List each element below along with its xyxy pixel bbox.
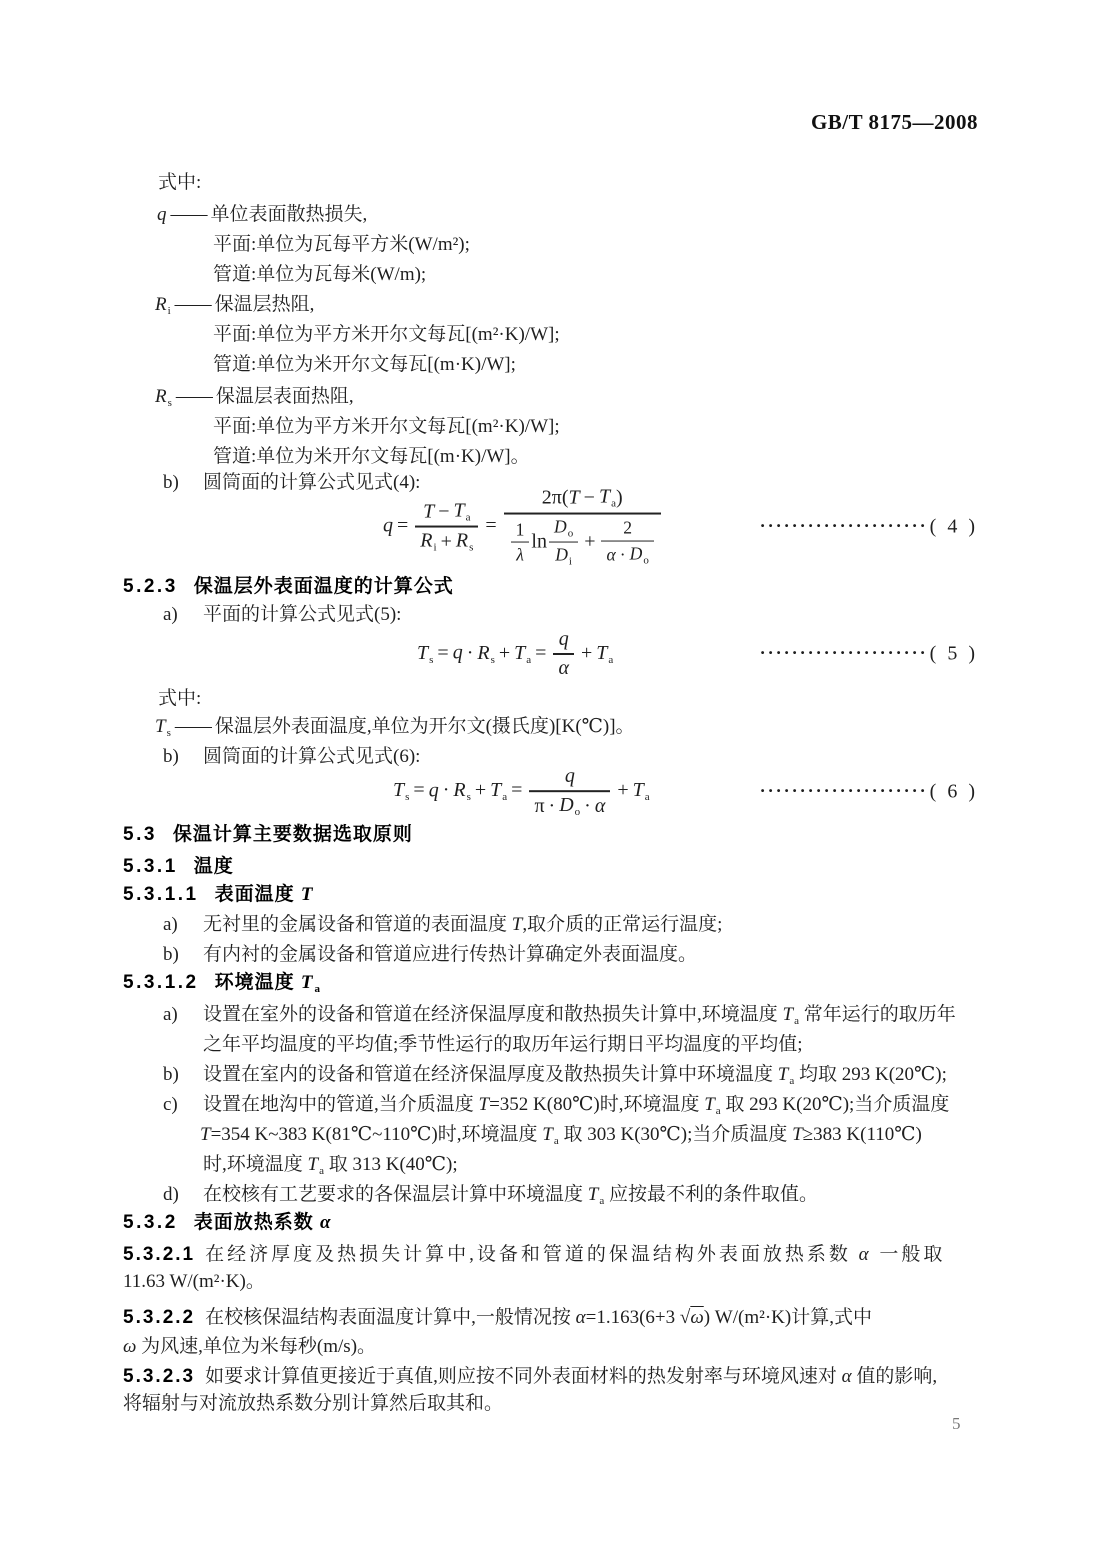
clause-number: 5.3.2	[123, 1212, 178, 1233]
equation-6-body: $T_s = q \cdot R_s + T_a$ = q π · $D_o$ · α + $T_a$	[393, 765, 650, 819]
equation-6-number: ( 6 )	[929, 780, 978, 803]
unit-rs-pipe: 管道:单位为米开尔文每瓦[(m·K)/W]。	[213, 446, 530, 467]
list-marker-d: d)	[163, 1184, 179, 1205]
paragraph-number: 5.3.2.3	[123, 1366, 196, 1387]
list-marker-a: a)	[163, 1004, 178, 1025]
clause-title: 保温计算主要数据选取原则	[172, 824, 413, 845]
definition-ri: $R_i$ —— 保温层热阻,	[155, 294, 315, 317]
clause-5-3-heading	[123, 820, 413, 850]
list-item-text: 有内衬的金属设备和管道应进行传热计算确定外表面温度。	[203, 944, 698, 965]
list-marker-a: a)	[163, 604, 178, 625]
clause-number: 5.2.3	[123, 576, 178, 597]
list-marker-b: b)	[163, 944, 179, 965]
clause-5-2-3-heading	[123, 572, 454, 602]
list-item-a-5311	[163, 910, 722, 940]
definition-ts: $T_s$ —— 保温层外表面温度,单位为开尔文(摄氏度)[K(℃)]。	[155, 716, 635, 739]
unit-q-pipe: 管道:单位为瓦每米(W/m);	[213, 264, 427, 285]
symbols-intro-2: 式中:	[158, 688, 202, 709]
list-marker-c: c)	[163, 1094, 178, 1115]
list-item-b-5311	[163, 940, 697, 970]
paragraph-text: 如要求计算值更接近于真值,则应按不同外表面材料的热发射率与环境风速对 α 值的影响,	[205, 1366, 938, 1387]
definition-rs: $R_s$ —— 保温层表面热阻,	[155, 386, 354, 409]
equation-5-number: ( 5 )	[929, 642, 978, 665]
list-item-text: 圆筒面的计算公式见式(6):	[203, 746, 421, 767]
clause-5-3-2-heading	[123, 1208, 332, 1238]
list-marker-b: b)	[163, 472, 179, 493]
list-item-c-5312-line1	[163, 1090, 949, 1120]
symbols-intro-1: 式中:	[158, 172, 202, 193]
equation-4-tail	[760, 516, 978, 539]
clause-title: 表面温度 T	[214, 884, 314, 905]
equation-6	[123, 764, 978, 820]
equation-5	[123, 628, 978, 679]
list-item-a-5312-line1	[163, 1000, 956, 1030]
list-item-text: 平面的计算公式见式(5):	[203, 604, 402, 625]
list-item-b-5312	[163, 1060, 947, 1090]
list-item-c-5312-line2: T=354 K~383 K(81℃~110℃)时,环境温度 $T_a$ 取 303 K(30℃);当介质温度 T≥383 K(110℃)	[200, 1124, 922, 1147]
page-number: 5	[952, 1414, 961, 1433]
paragraph-5-3-2-3-line1	[123, 1362, 937, 1392]
clause-number: 5.3.1	[123, 856, 178, 877]
list-item-a-5312-line2: 之年平均温度的平均值;季节性运行的取历年运行期日平均温度的平均值;	[203, 1034, 803, 1055]
list-item-text: 设置在地沟中的管道,当介质温度 T=352 K(80℃)时,环境温度 $T_a$ 取 293 K(20℃);当介质温度	[203, 1094, 950, 1117]
list-item-c-5312-line3: 时,环境温度 $T_a$ 取 313 K(40℃);	[203, 1154, 458, 1177]
paragraph-text: 在经济厚度及热损失计算中,设备和管道的保温结构外表面放热系数 α 一般取	[205, 1244, 946, 1265]
clause-number: 5.3.1.1	[123, 884, 199, 905]
clause-title: 表面放热系数 α	[193, 1212, 332, 1233]
equation-6-tail	[760, 781, 978, 804]
equation-4	[123, 485, 978, 568]
definition-q: q —— 单位表面散热损失,	[157, 204, 368, 225]
equation-4-leader-dots: ·····················	[759, 515, 928, 536]
paragraph-text: 在校核保温结构表面温度计算中,一般情况按 α=1.163(6+3 √ω) W/(m²·K)计算,式中	[205, 1307, 872, 1328]
clause-title: 保温层外表面温度的计算公式	[193, 576, 454, 597]
clause-number: 5.3	[123, 824, 157, 845]
list-marker-b: b)	[163, 1064, 179, 1085]
clause-5-3-1-heading	[123, 852, 234, 882]
unit-q-plane: 平面:单位为瓦每平方米(W/m²);	[213, 234, 470, 255]
paragraph-5-3-2-3-line2: 将辐射与对流放热系数分别计算然后取其和。	[123, 1393, 504, 1414]
list-item-d-5312	[163, 1180, 818, 1210]
unit-rs-plane: 平面:单位为平方米开尔文每瓦[(m²·K)/W];	[213, 416, 560, 437]
clause-5-3-1-2-heading	[123, 968, 321, 998]
equation-5-tail	[760, 643, 978, 666]
list-item-text: 无衬里的金属设备和管道的表面温度 T,取介质的正常运行温度;	[203, 914, 723, 935]
equation-5-leader-dots: ·····················	[759, 642, 928, 663]
paragraph-5-3-2-1-line1	[123, 1240, 945, 1270]
list-marker-a: a)	[163, 914, 178, 935]
clause-number: 5.3.1.2	[123, 972, 199, 993]
equation-4-number: ( 4 )	[929, 515, 978, 538]
equation-6-leader-dots: ·····················	[759, 780, 928, 801]
list-item-text: 设置在室外的设备和管道在经济保温厚度和散热损失计算中,环境温度 $T_a$ 常年运行的取历年	[203, 1004, 956, 1027]
unit-ri-pipe: 管道:单位为米开尔文每瓦[(m·K)/W];	[213, 354, 516, 375]
clause-title: 环境温度 $T_a$	[214, 972, 321, 995]
unit-ri-plane: 平面:单位为平方米开尔文每瓦[(m²·K)/W];	[213, 324, 560, 345]
standard-code: GB/T 8175—2008	[810, 110, 978, 134]
equation-5-body: $T_s = q \cdot R_s + T_a$ = $\frac{q}{\alpha}$ + $T_a$	[417, 628, 614, 679]
list-item-text: 圆筒面的计算公式见式(4):	[203, 472, 421, 493]
list-marker-b: b)	[163, 746, 179, 767]
paragraph-number: 5.3.2.2	[123, 1307, 196, 1328]
list-item-text: 在校核有工艺要求的各保温层计算中环境温度 $T_a$ 应按最不利的条件取值。	[203, 1184, 818, 1207]
paragraph-5-3-2-1-line2: 11.63 W/(m²·K)。	[123, 1271, 265, 1292]
list-item-text: 设置在室内的设备和管道在经济保温厚度及散热损失计算中环境温度 $T_a$ 均取 293 K(20℃);	[203, 1064, 947, 1087]
equation-4-body: q = T − $T_a$ $R_i$ + $R_s$ = 2π( T − $T_a$ ) $\frac{1}{\lambda}$ ln $\frac{D_o}{D_i}$ + 2 α · $D_o$	[383, 486, 664, 569]
paragraph-number: 5.3.2.1	[123, 1244, 196, 1265]
paragraph-5-3-2-2-line1	[123, 1303, 872, 1333]
clause-title: 温度	[193, 856, 234, 877]
list-item-a-eq5	[163, 600, 401, 630]
clause-5-3-1-1-heading	[123, 880, 314, 910]
paragraph-5-3-2-2-line2: ω 为风速,单位为米每秒(m/s)。	[123, 1336, 377, 1357]
